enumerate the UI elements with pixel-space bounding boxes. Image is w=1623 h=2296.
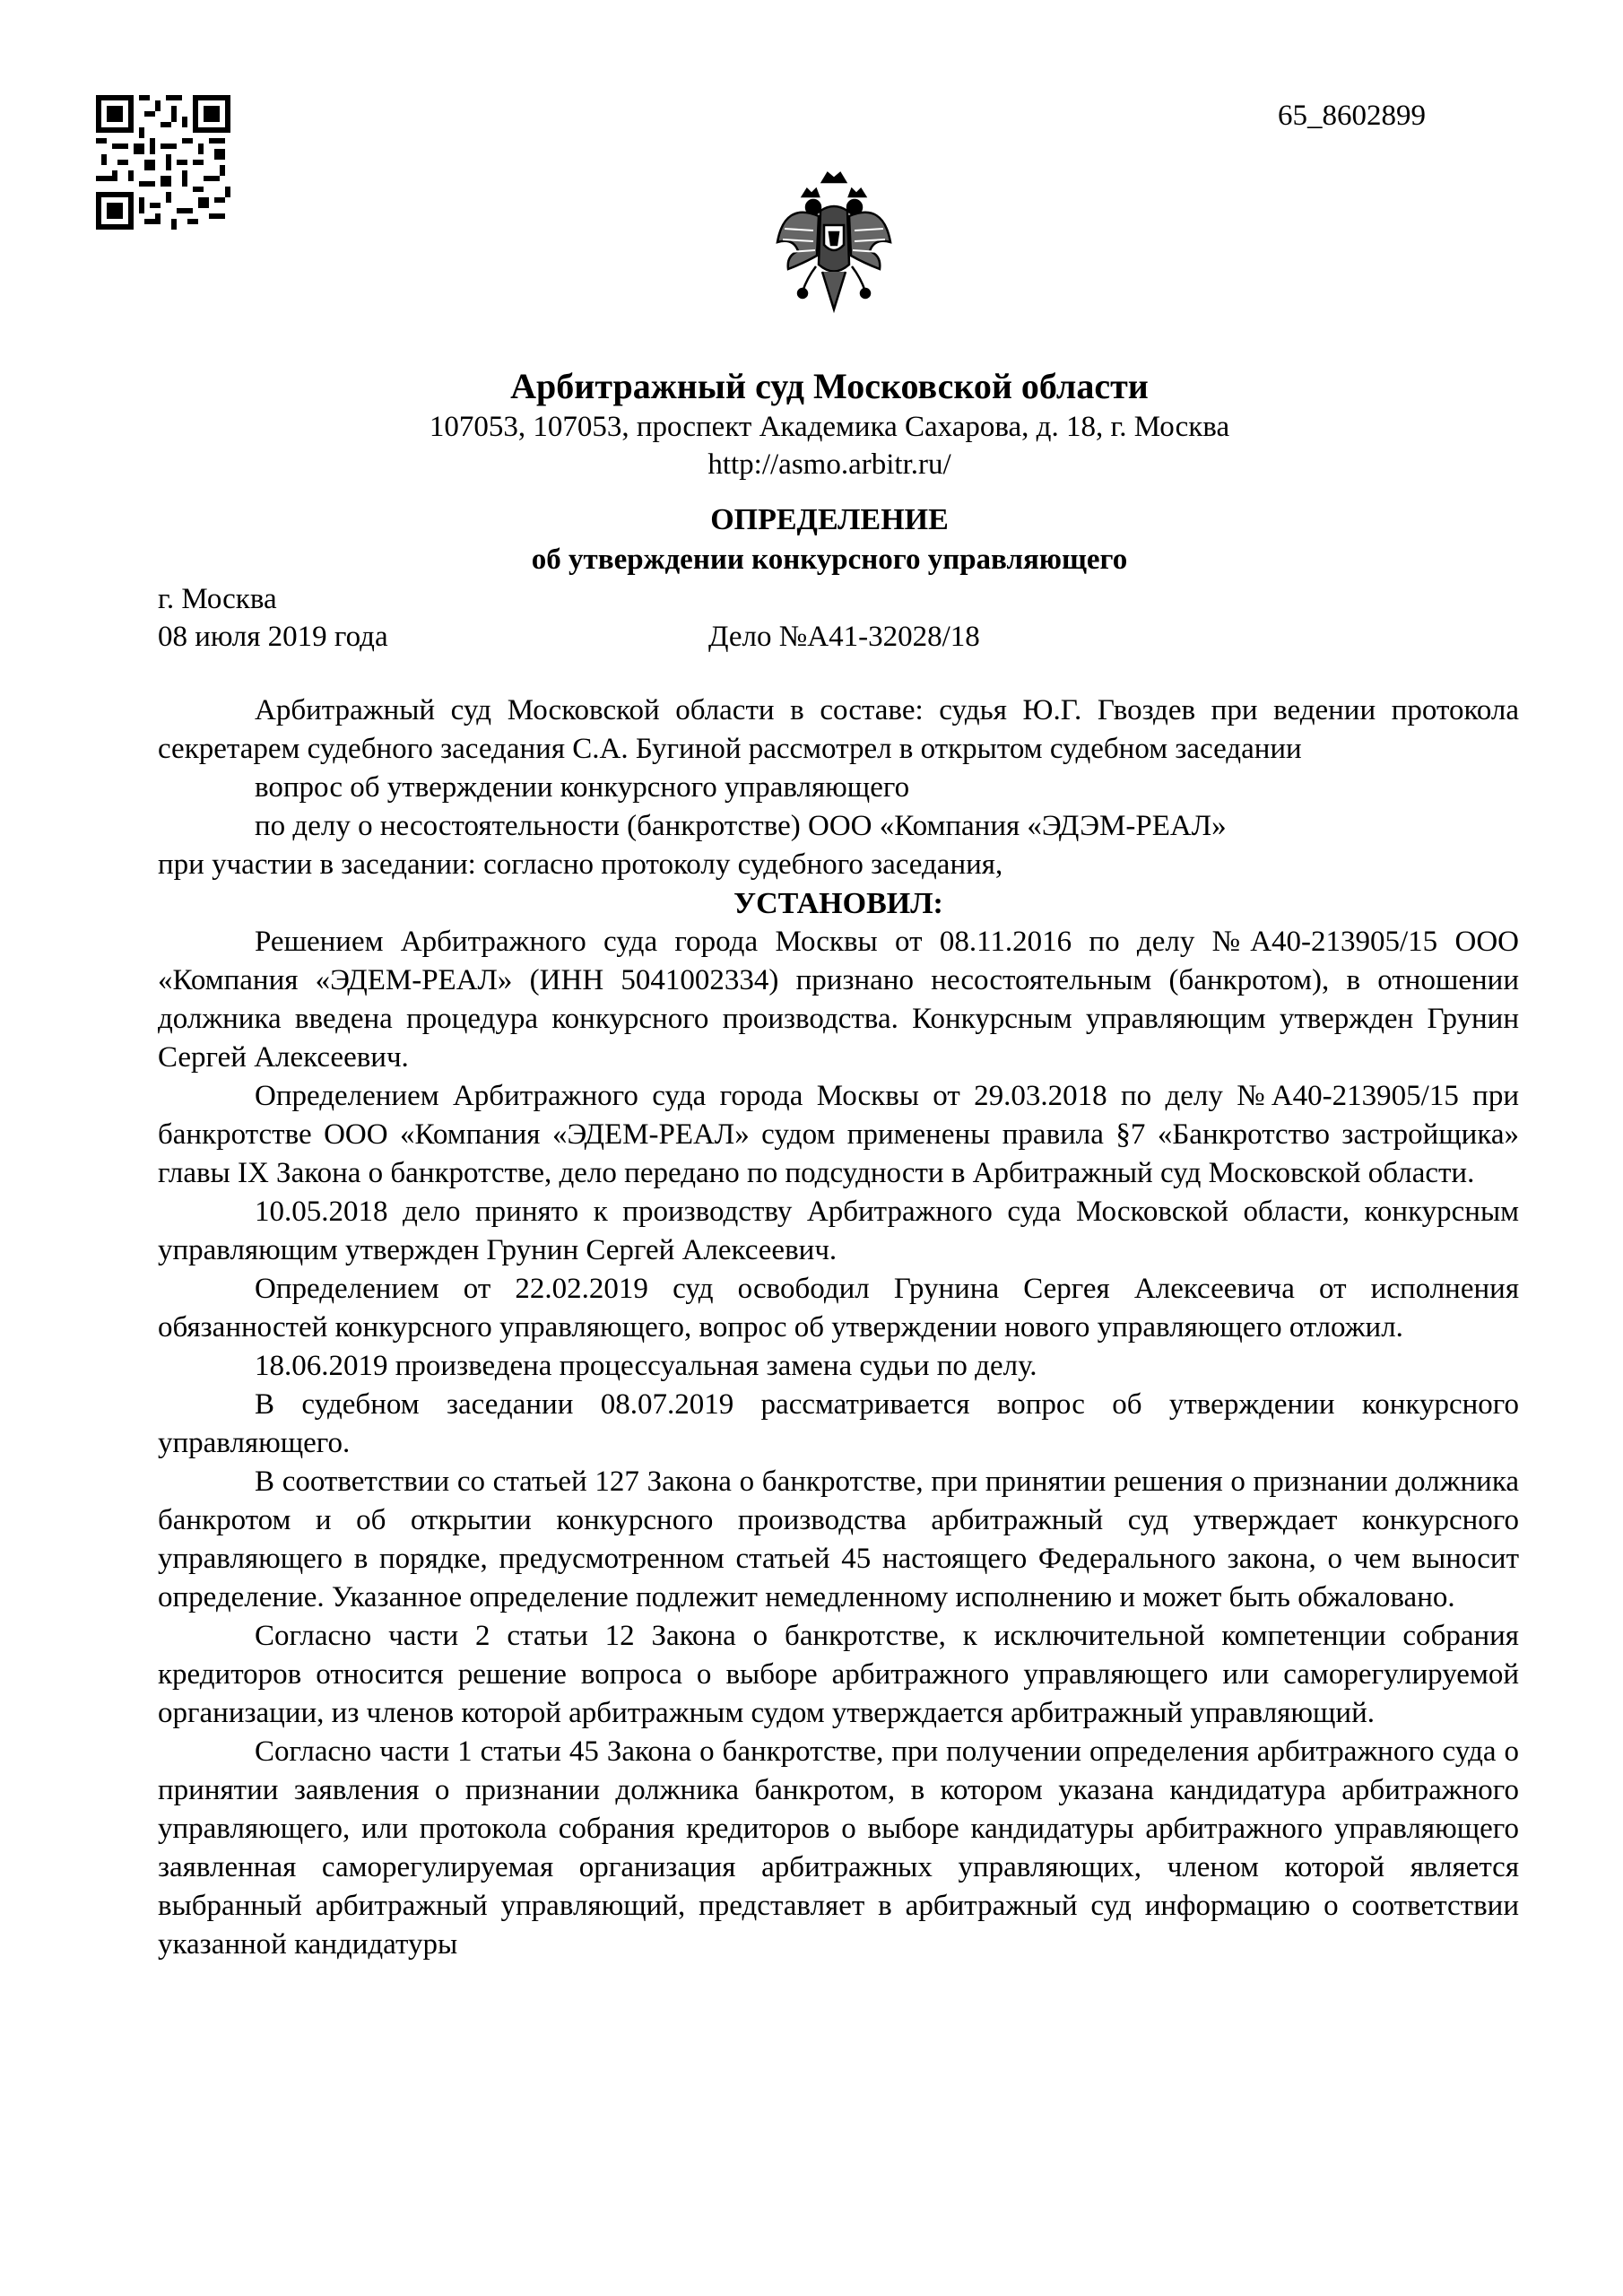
body-paragraph: 18.06.2019 произведена процессуальная замена судьи по делу. — [255, 1350, 1037, 1382]
case-number: Дело №А41-32028/18 — [708, 621, 980, 653]
coat-of-arms-icon — [767, 166, 901, 323]
qr-code-icon — [96, 95, 230, 230]
body-paragraph: 10.05.2018 дело принято к производству Арбитражного суда Московской области, конкурсным управляющим утвержден Грунин Сергей Алексеевич. — [158, 1196, 1519, 1266]
body-paragraph: Согласно части 2 статьи 12 Закона о банкротстве, к исключительной компетенции собрания кредиторов относится решение вопроса о выборе арбитражного управляющего или саморегулируемой организации, из членов которой арбитражным судом утверждается арбитражный управляющий. — [158, 1620, 1519, 1729]
court-address: 107053, 107053, проспект Академика Сахарова, д. 18, г. Москва — [429, 411, 1230, 443]
intro-paragraph: Арбитражный суд Московской области в составе: судья Ю.Г. Гвоздев при ведении протокола секретарем судебного заседания С.А. Бугиной рассмотрел в открытом судебном заседании — [158, 694, 1519, 765]
body-paragraph: В соответствии со статьей 127 Закона о банкротстве, при принятии решения о признании должника банкротом и об открытии конкурсного производства арбитражный суд утверждает конкурсного управляющего в порядке, предусмотренном статьей 45 настоящего Федерального закона, о чем выносит определение. Указанное определение подлежит немедленному исполнению и может быть обжаловано. — [158, 1465, 1519, 1613]
document-date: 08 июля 2019 года — [158, 621, 388, 653]
document-city: г. Москва — [158, 583, 277, 615]
document-type: ОПРЕДЕЛЕНИЕ — [710, 503, 949, 536]
body-paragraph: В судебном заседании 08.07.2019 рассматривается вопрос об утверждении конкурсного управляющего. — [158, 1388, 1519, 1459]
established-heading: УСТАНОВИЛ: — [733, 887, 943, 920]
document-number: 65_8602899 — [1278, 100, 1426, 132]
body-paragraph: Решением Арбитражного суда города Москвы от 08.11.2016 по делу №А40-213905/15 ООО «Компания «ЭДЕМ-РЕАЛ» (ИНН 5041002334) признано несостоятельным (банкротом), в отношении должника введена процедура конкурсного производства. Конкурсным управляющим утвержден Грунин Сергей Алексеевич. — [158, 926, 1519, 1074]
court-website: http://asmo.arbitr.ru/ — [707, 448, 951, 481]
document-subtitle: об утверждении конкурсного управляющего — [531, 544, 1128, 576]
intro-case: по делу о несостоятельности (банкротстве) ООО «Компания «ЭДЭМ-РЕАЛ» — [255, 810, 1227, 842]
intro-question: вопрос об утверждении конкурсного управляющего — [255, 771, 910, 804]
court-title: Арбитражный суд Московской области — [510, 366, 1149, 406]
body-paragraph: Согласно части 1 статьи 45 Закона о банкротстве, при получении определения арбитражного суда о принятии заявления о признании должника банкротом, в котором указана кандидатура арбитражного управляющего, или протокола собрания кредиторов о выборе кандидатуры арбитражного управляющего заявленная саморегулируемая организация арбитражных управляющих, членом которой является выбранный арбитражный управляющий, представляет в арбитражный суд информацию о соответствии указанной кандидатуры — [158, 1735, 1519, 1961]
body-paragraph: Определением Арбитражного суда города Москвы от 29.03.2018 по делу №А40-213905/15 при банкротстве ООО «Компания «ЭДЕМ-РЕАЛ» судом применены правила §7 «Банкротство застройщика» главы IX Закона о банкротстве, дело передано по подсудности в Арбитражный суд Московской области. — [158, 1080, 1519, 1189]
document-body — [158, 691, 1519, 1964]
body-paragraph: Определением от 22.02.2019 суд освободил Грунина Сергея Алексеевича от исполнения обязанностей конкурсного управляющего, вопрос об утверждении нового управляющего отложил. — [158, 1273, 1519, 1344]
intro-participants: при участии в заседании: согласно протоколу судебного заседания, — [158, 848, 1003, 881]
